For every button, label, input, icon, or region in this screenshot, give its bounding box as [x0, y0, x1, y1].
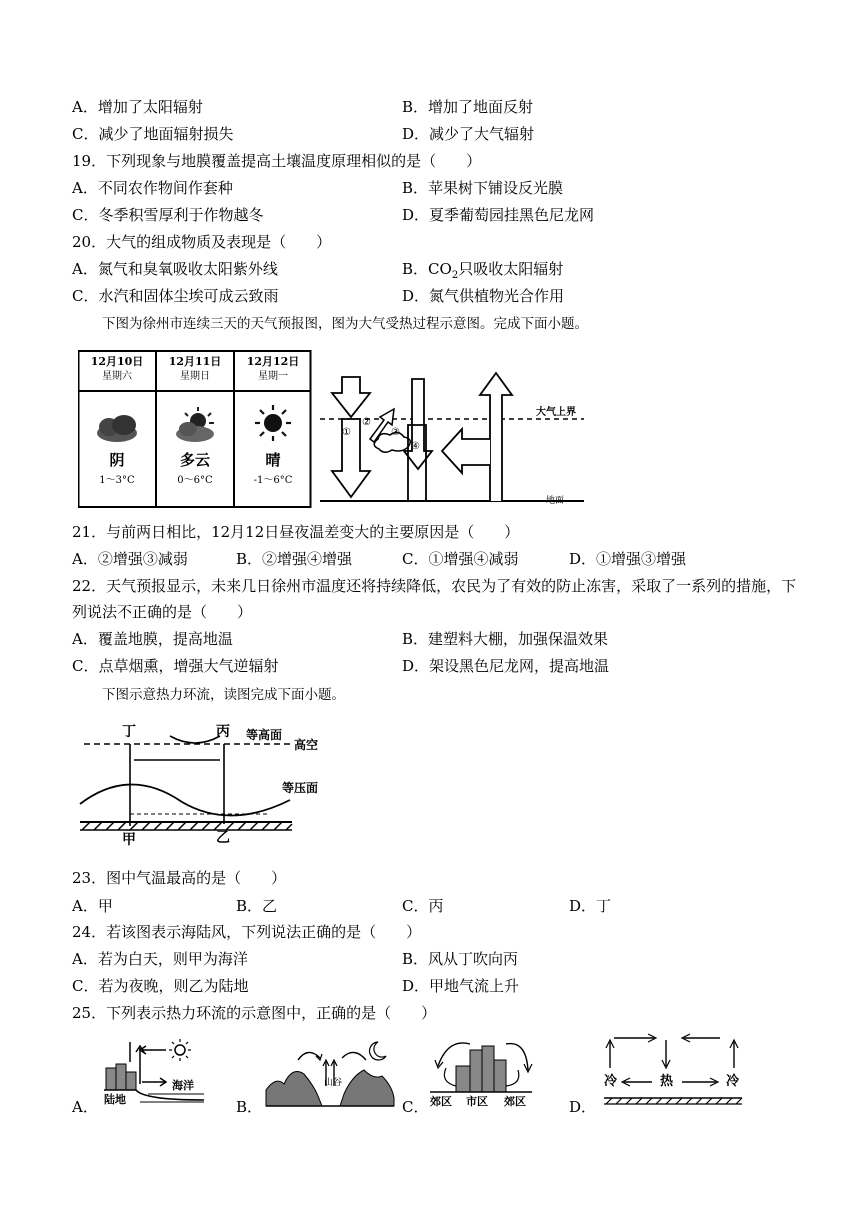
q25-figure-b [262, 1036, 398, 1112]
q25-figure-c [426, 1030, 536, 1112]
q24-option-c: C．若为夜晚，则乙为陆地 [72, 977, 249, 995]
point-bing: 丙 [216, 724, 230, 740]
forecast-weekday-3: 星期一 [258, 371, 288, 382]
figa-sea-label: 海洋 [172, 1079, 194, 1092]
q18-option-d: D．减少了大气辐射 [402, 125, 535, 143]
q20-option-d: D．氮气供植物光合作用 [402, 287, 565, 305]
ground-label: 地面 [546, 496, 565, 506]
q19-stem: 19．下列现象与地膜覆盖提高土壤温度原理相似的是（ ） [72, 152, 482, 170]
q19-option-a: A．不同农作物间作套种 [72, 179, 233, 197]
figc-suburb-left: 郊区 [430, 1095, 452, 1108]
isoheight-label: 等高面 [246, 728, 283, 742]
q24-option-a: A．若为白天，则甲为海洋 [72, 950, 248, 968]
isobar-label: 等压面 [282, 781, 319, 795]
q20-option-c: C．水汽和固体尘埃可成云致雨 [72, 287, 279, 305]
q23-option-c: C．丙 [402, 897, 444, 915]
q23-option-d: D．丁 [569, 897, 612, 915]
q22-stem-line1: 22．天气预报显示，未来几日徐州市温度还将持续降低，农民为了有效的防止冻害，采取了一系列的措施，下 [72, 577, 797, 595]
figd-cold-right: 冷 [726, 1074, 740, 1089]
figc-city: 市区 [466, 1095, 488, 1108]
q24-option-b: B．风从丁吹向丙 [402, 950, 519, 968]
forecast-weather-3: 晴 [265, 451, 281, 469]
figa-land-label: 陆地 [104, 1093, 126, 1106]
q25-stem: 25．下列表示热力环流的示意图中，正确的是（ ） [72, 1004, 437, 1022]
arrow-label-3: ③ [391, 427, 400, 438]
q24-stem: 24．若该图表示海陆风，下列说法正确的是（ ） [72, 923, 422, 941]
q19-option-c: C．冬季积雪厚利于作物越冬 [72, 206, 264, 224]
forecast-date-2: 12月11日 [168, 355, 222, 368]
figb-valley-label: 山谷 [324, 1078, 343, 1088]
forecast-weather-2: 多云 [179, 451, 210, 469]
q21-stem: 21．与前两日相比，12月12日昼夜温差变大的主要原因是（ ） [72, 523, 520, 541]
forecast-date-3: 12月12日 [246, 355, 300, 368]
forecast-weekday-1: 星期六 [102, 371, 132, 382]
q19-option-d: D．夏季葡萄园挂黑色尼龙网 [402, 206, 595, 224]
q22-option-d: D．架设黑色尼龙网，提高地温 [402, 657, 610, 675]
figd-cold-left: 冷 [604, 1074, 618, 1089]
forecast-weekday-2: 星期日 [180, 371, 210, 382]
q25-figure-a [100, 1036, 208, 1112]
arrow-label-2: ② [362, 417, 371, 428]
q22-option-b: B．建塑料大棚，加强保温效果 [402, 630, 609, 648]
q23-option-a: A．甲 [72, 897, 113, 915]
q22-option-c: C．点草烟熏，增强大气逆辐射 [72, 657, 279, 675]
q22-stem-line2: 列说法不正确的是（ ） [72, 603, 253, 621]
q21-option-a: A．②增强③减弱 [72, 550, 188, 568]
q18-option-b: B．增加了地面反射 [402, 98, 534, 116]
q25-option-c-label: C． [402, 1098, 429, 1116]
high-altitude-label: 高空 [294, 738, 319, 752]
q25-option-d-label: D． [569, 1098, 597, 1116]
forecast-temp-2: 0～6°C [177, 475, 213, 486]
arrow-label-1: ① [342, 427, 351, 438]
arrow-label-4: ④ [411, 441, 420, 452]
atmosphere-top-label: 大气上界 [536, 407, 576, 418]
q21-option-d: D．①增强③增强 [569, 550, 687, 568]
forecast-date-1: 12月10日 [90, 355, 144, 368]
intro-circulation: 下图示意热力环流，读图完成下面小题。 [102, 687, 345, 703]
q22-option-a: A．覆盖地膜，提高地温 [72, 630, 233, 648]
figd-hot: 热 [660, 1074, 674, 1089]
forecast-weather-1: 阴 [109, 451, 125, 469]
figc-suburb-right: 郊区 [504, 1095, 526, 1108]
q18-option-c: C．减少了地面辐射损失 [72, 125, 234, 143]
thermal-circulation-diagram [70, 718, 344, 856]
intro-weather: 下图为徐州市连续三天的天气预报图，图为大气受热过程示意图。完成下面小题。 [102, 316, 588, 332]
q25-option-b-label: B． [236, 1098, 263, 1116]
q25-option-a-label: A． [72, 1098, 98, 1116]
q20-option-a: A．氮气和臭氧吸收太阳紫外线 [72, 260, 278, 278]
point-yi: 乙 [216, 830, 230, 846]
q25-figure-d [600, 1028, 746, 1112]
forecast-temp-1: 1～3°C [99, 475, 135, 486]
q20-stem: 20．大气的组成物质及表现是（ ） [72, 233, 332, 251]
point-jia: 甲 [122, 832, 136, 848]
q24-option-d: D．甲地气流上升 [402, 977, 520, 995]
q21-option-b: B．②增强④增强 [236, 550, 353, 568]
atmosphere-heating-diagram [314, 343, 590, 509]
q23-option-b: B．乙 [236, 897, 278, 915]
q21-option-c: C．①增强④减弱 [402, 550, 519, 568]
q23-stem: 23．图中气温最高的是（ ） [72, 869, 287, 887]
q20-option-b: B．$CO_2$只吸收太阳辐射 [402, 260, 564, 281]
point-ding: 丁 [122, 724, 136, 740]
forecast-temp-3: -1～6°C [253, 475, 293, 486]
q18-option-a: A．增加了太阳辐射 [72, 98, 203, 116]
q19-option-b: B．苹果树下铺设反光膜 [402, 179, 564, 197]
weather-forecast-figure [78, 343, 312, 509]
